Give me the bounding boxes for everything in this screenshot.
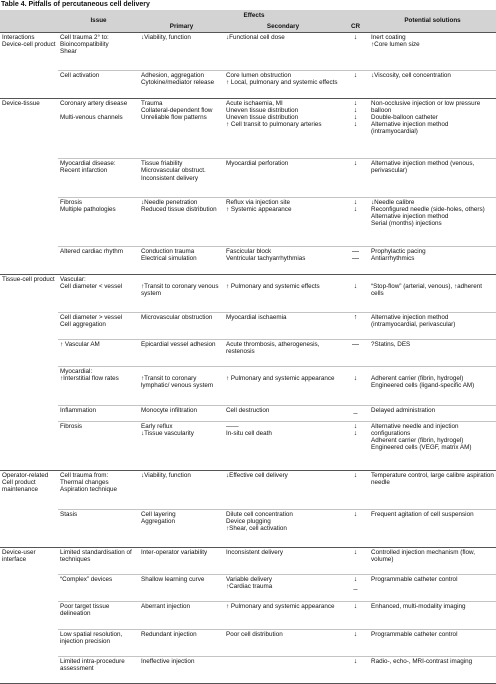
table-row: [0, 159, 496, 197]
primary-effect-cell: Shallow learning curve: [139, 575, 224, 602]
solution-cell: ↓Viscosity, cell concentration: [369, 71, 496, 98]
secondary-effect-cell: ↑ Pulmonary and systemic appearance: [224, 602, 342, 629]
section-cell: Device-tissue: [0, 98, 58, 159]
section-cell: [0, 247, 58, 274]
cr-cell: _: [342, 405, 369, 421]
primary-effect-cell: Aberrant injection: [139, 602, 224, 629]
solution-cell: “Stop-flow” (arterial, venous), ↑adherent cells: [369, 274, 496, 312]
solution-cell: Alternative injection method (intramyocardial, perivascular): [369, 312, 496, 339]
issue-cell: Limited standardisation of techniques: [58, 548, 139, 575]
section-cell: Tissue-cell product: [0, 274, 58, 312]
primary-effect-cell: ↓Viability, function: [139, 33, 224, 71]
issue-cell: Fibrosis: [58, 421, 139, 471]
header-solutions: Potential solutions: [369, 10, 496, 33]
issue-cell: ↑ Vascular AM: [58, 340, 139, 367]
secondary-effect-cell: [224, 656, 342, 683]
issue-cell: Cell diameter > vessel Cell aggregation: [58, 312, 139, 339]
table-row: [0, 340, 496, 367]
header-primary: Primary: [139, 22, 224, 33]
primary-effect-cell: Adhesion, aggregation Cytokine/mediator release: [139, 71, 224, 98]
secondary-effect-cell: ↑ Pulmonary and systemic appearance: [224, 367, 342, 405]
cr-cell: ↓: [342, 629, 369, 656]
header-issue: Issue: [58, 10, 139, 33]
section-cell: Interactions Device-cell product: [0, 33, 58, 71]
section-cell: [0, 656, 58, 683]
primary-effect-cell: Inter-operator variability: [139, 548, 224, 575]
primary-effect-cell: Tissue friability Microvascular obstruct. Inconsistent delivery: [139, 159, 224, 197]
table-row: [0, 656, 496, 683]
issue-cell: Coronary artery disease Multi-venous channels: [58, 98, 139, 159]
section-cell: Device-user interface: [0, 548, 58, 575]
issue-cell: Vascular: Cell diameter < vessel: [58, 274, 139, 312]
solution-cell: ↓Needle calibre Reconfigured needle (side-holes, others) Alternative injection method Serial (months) injections: [369, 197, 496, 247]
solution-cell: Enhanced, multi-modality imaging: [369, 602, 496, 629]
secondary-effect-cell: Variable delivery ↑Cardiac trauma: [224, 575, 342, 602]
cr-cell: ↓: [342, 71, 369, 98]
table-row: [0, 98, 496, 159]
section-cell: [0, 405, 58, 421]
table-row: [0, 274, 496, 312]
primary-effect-cell: Redundant injection: [139, 629, 224, 656]
table-row: [0, 629, 496, 656]
solution-cell: ?Statins, DES: [369, 340, 496, 367]
table-row: [0, 247, 496, 274]
secondary-effect-cell: Cell destruction: [224, 405, 342, 421]
issue-cell: Myocardial: ↑Interstitial flow rates: [58, 367, 139, 405]
solution-cell: Adherent carrier (fibrin, hydrogel) Engineered cells (ligand-specific AM): [369, 367, 496, 405]
solution-cell: Frequent agitation of cell suspension: [369, 509, 496, 547]
cr-cell: — —: [342, 247, 369, 274]
solution-cell: Alternative injection method (venous, perivascular): [369, 159, 496, 197]
pitfalls-table: [0, 10, 496, 684]
secondary-effect-cell: Fascicular block Ventricular tachyarrhythmias: [224, 247, 342, 274]
section-cell: [0, 159, 58, 197]
section-cell: [0, 197, 58, 247]
header-cr: CR: [342, 22, 369, 33]
table-row: [0, 405, 496, 421]
solution-cell: Programmable catheter control: [369, 629, 496, 656]
issue-cell: Altered cardiac rhythm: [58, 247, 139, 274]
solution-cell: Non-occlusive injection or low pressure balloon Double-balloon catheter Alternative injection method (intramyocardial): [369, 98, 496, 159]
primary-effect-cell: ↓Needle penetration Reduced tissue distribution: [139, 197, 224, 247]
solution-cell: Alternative needle and injection configurations Adherent carrier (fibrin, hydrogel) Engineered cells (VEGF, matrix AM): [369, 421, 496, 471]
solution-cell: Controlled injection mechanism (flow, volume): [369, 548, 496, 575]
issue-cell: Myocardial disease: Recent infarction: [58, 159, 139, 197]
solution-cell: Temperature control, large calibre aspiration needle: [369, 471, 496, 509]
cr-cell: ↓: [342, 33, 369, 71]
issue-cell: Low spatial resolution, injection precision: [58, 629, 139, 656]
cr-cell: ↓: [342, 274, 369, 312]
section-cell: [0, 575, 58, 602]
issue-cell: Inflammation: [58, 405, 139, 421]
secondary-effect-cell: Core lumen obstruction ↑ Local, pulmonary and systemic effects: [224, 71, 342, 98]
cr-cell: ↓: [342, 548, 369, 575]
table-row: [0, 575, 496, 602]
table-row: [0, 471, 496, 509]
table-row: [0, 421, 496, 471]
primary-effect-cell: Monocyte infiltration: [139, 405, 224, 421]
primary-effect-cell: ↑Transit to coronary lymphatic/ venous system: [139, 367, 224, 405]
issue-cell: Stasis: [58, 509, 139, 547]
issue-cell: Cell activation: [58, 71, 139, 98]
solution-cell: Inert coating ↑Core lumen size: [369, 33, 496, 71]
section-cell: [0, 367, 58, 405]
secondary-effect-cell: ↑ Pulmonary and systemic effects: [224, 274, 342, 312]
secondary-effect-cell: Myocardial ischaemia: [224, 312, 342, 339]
primary-effect-cell: Microvascular obstruction: [139, 312, 224, 339]
primary-effect-cell: Ineffective injection: [139, 656, 224, 683]
solution-cell: Radio-, echo-, MRI-contrast imaging: [369, 656, 496, 683]
cr-cell: ↓ _: [342, 575, 369, 602]
cr-cell: ↓: [342, 656, 369, 683]
table-row: [0, 548, 496, 575]
primary-effect-cell: Early reflux ↓Tissue vascularity: [139, 421, 224, 471]
header-blank: [0, 10, 58, 22]
table-row: [0, 71, 496, 98]
cr-cell: ↑: [342, 312, 369, 339]
section-cell: Operator-related Cell product maintenance: [0, 471, 58, 509]
issue-cell: Cell trauma 2° to: Bioincompatibility Shear: [58, 33, 139, 71]
cr-cell: ↓: [342, 602, 369, 629]
table-body: [0, 33, 496, 684]
table-row: [0, 197, 496, 247]
cr-cell: ↓: [342, 471, 369, 509]
solution-cell: Prophylactic pacing Antiarrhythmics: [369, 247, 496, 274]
issue-cell: Cell trauma from: Thermal changes Aspiration technique: [58, 471, 139, 509]
cr-cell: ↓: [342, 159, 369, 197]
primary-effect-cell: Conduction trauma Electrical simulation: [139, 247, 224, 274]
cr-cell: —: [342, 340, 369, 367]
issue-cell: Poor target tissue delineation: [58, 602, 139, 629]
cr-cell: ↓ ↓: [342, 421, 369, 471]
table-row: [0, 312, 496, 339]
section-cell: [0, 602, 58, 629]
table-row: [0, 602, 496, 629]
secondary-effect-cell: Acute thrombosis, atherogenesis, restenosis: [224, 340, 342, 367]
primary-effect-cell: Cell layering Aggregation: [139, 509, 224, 547]
issue-cell: Limited intra-procedure assessment: [58, 656, 139, 683]
secondary-effect-cell: Reflux via injection site ↑ Systemic appearance: [224, 197, 342, 247]
primary-effect-cell: Trauma Collateral-dependent flow Unreliable flow patterns: [139, 98, 224, 159]
section-cell: [0, 629, 58, 656]
secondary-effect-cell: ↓Functional cell dose: [224, 33, 342, 71]
section-cell: [0, 312, 58, 339]
primary-effect-cell: Epicardial vessel adhesion: [139, 340, 224, 367]
secondary-effect-cell: Poor cell distribution: [224, 629, 342, 656]
table-row: [0, 367, 496, 405]
secondary-effect-cell: Inconsistent delivery: [224, 548, 342, 575]
secondary-effect-cell: ↓Effective cell delivery: [224, 471, 342, 509]
solution-cell: Programmable catheter control: [369, 575, 496, 602]
cr-cell: ↓ ↓ ↓ ↓: [342, 98, 369, 159]
table-row: [0, 33, 496, 71]
table-title: Table 4. Pitfalls of percutaneous cell delivery: [1, 1, 150, 8]
secondary-effect-cell: Dilute cell concentration Device plugging ↑Shear, cell activation: [224, 509, 342, 547]
secondary-effect-cell: Acute ischaemia, MI Uneven tissue distribution Uneven tissue distribution ↑ Cell transit to pulmonary arteries: [224, 98, 342, 159]
secondary-effect-cell: Myocardial perforation: [224, 159, 342, 197]
primary-effect-cell: ↑Transit to coronary venous system: [139, 274, 224, 312]
section-cell: [0, 71, 58, 98]
issue-cell: Fibrosis Multiple pathologies: [58, 197, 139, 247]
issue-cell: “Complex” devices: [58, 575, 139, 602]
section-cell: [0, 340, 58, 367]
header-effects: Effects: [139, 10, 369, 22]
section-cell: [0, 509, 58, 547]
header-blank-2: [0, 22, 58, 33]
table-row: [0, 509, 496, 547]
table-header: [0, 10, 496, 33]
cr-cell: ↓: [342, 367, 369, 405]
secondary-effect-cell: —— In-situ cell death: [224, 421, 342, 471]
header-secondary: Secondary: [224, 22, 342, 33]
cr-cell: ↓ ↓: [342, 197, 369, 247]
cr-cell: ↓: [342, 509, 369, 547]
section-cell: [0, 421, 58, 471]
solution-cell: Delayed administration: [369, 405, 496, 421]
primary-effect-cell: ↓Viability, function: [139, 471, 224, 509]
